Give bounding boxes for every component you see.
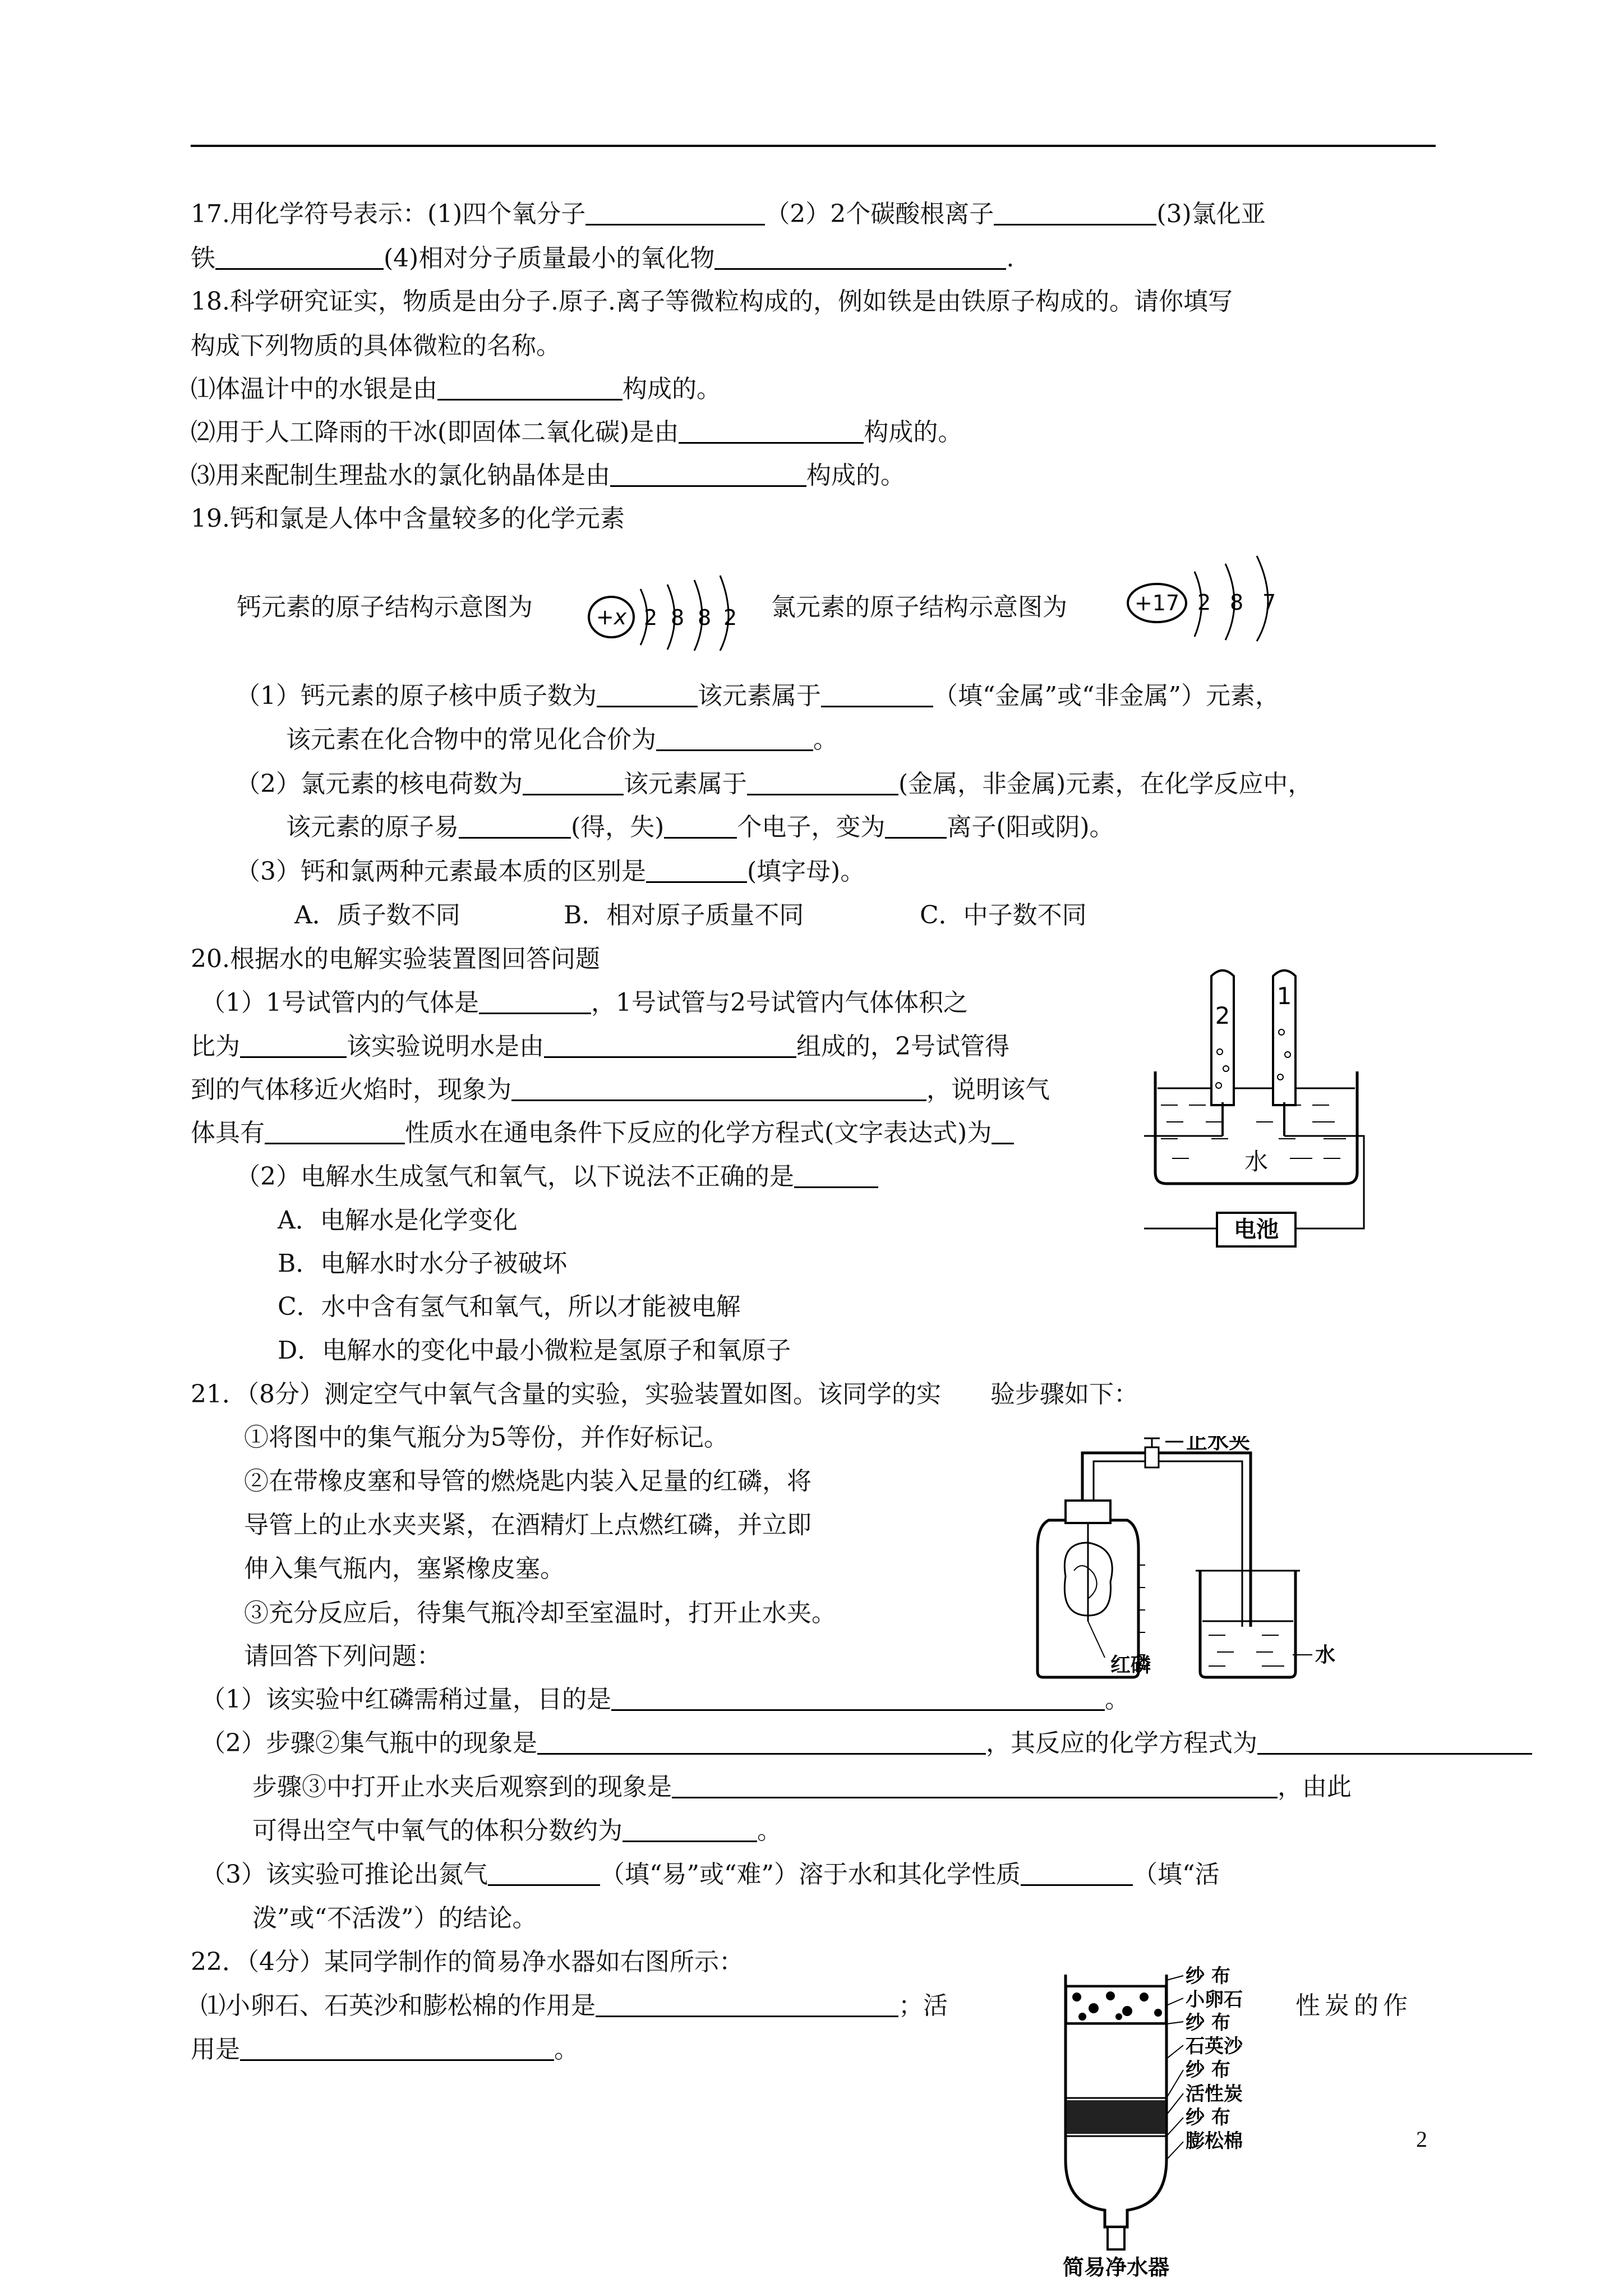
q21-text: （2）步骤②集气瓶中的现象是 bbox=[201, 1729, 537, 1757]
q18-line2: 构成下列物质的具体微粒的名称。 bbox=[191, 332, 561, 360]
q21-answer2-line1 bbox=[201, 1728, 1532, 1759]
answer-blank[interactable] bbox=[679, 417, 864, 444]
q18-line1: 18.科学研究证实，物质是由分子.原子.离子等微粒构成的，例如铁是由铁原子构成的。请你填写 bbox=[191, 287, 1233, 316]
water-purifier-diagram bbox=[1054, 1963, 1279, 2280]
answer-blank[interactable] bbox=[1257, 1728, 1532, 1755]
q18-text: 构成的。 bbox=[623, 375, 721, 403]
tube-1-label: 1 bbox=[1276, 982, 1292, 1010]
q19-s1-line2 bbox=[286, 724, 838, 756]
answer-blank[interactable] bbox=[672, 1772, 1278, 1798]
q21-answer2-line2 bbox=[252, 1772, 1352, 1803]
answer-blank[interactable] bbox=[488, 1860, 600, 1886]
q20-line2 bbox=[191, 1031, 1009, 1062]
q20-text: 体具有 bbox=[191, 1119, 265, 1147]
label-gauze-1: 纱 布 bbox=[1186, 1965, 1230, 1987]
answer-blank[interactable] bbox=[459, 812, 571, 839]
q20-option-b[interactable]: B．电解水时水分子被破坏 bbox=[278, 1249, 568, 1278]
q21-text: 可得出空气中氧气的体积分数约为 bbox=[252, 1816, 623, 1845]
q21-answer2-line3 bbox=[252, 1815, 782, 1847]
q17-text: (3)氯化亚 bbox=[1156, 200, 1266, 228]
answer-blank[interactable] bbox=[821, 681, 933, 707]
answer-blank[interactable] bbox=[747, 769, 898, 795]
q20-text: （1）1号试管内的气体是 bbox=[201, 988, 479, 1017]
answer-blank[interactable] bbox=[479, 988, 591, 1014]
label-quartz-sand: 石英沙 bbox=[1186, 2035, 1243, 2058]
q21-text: （1）该实验中红磷需稍过量，目的是 bbox=[201, 1685, 611, 1714]
q20-option-a[interactable]: A．电解水是化学变化 bbox=[278, 1206, 518, 1235]
q20-text: 比为 bbox=[191, 1032, 240, 1061]
q18-text: 构成的。 bbox=[806, 461, 905, 490]
q19-text: （1）钙元素的原子核中质子数为 bbox=[236, 682, 597, 710]
answer-blank[interactable] bbox=[215, 243, 384, 270]
q21-step2a: ②在带橡皮塞和导管的燃烧匙内装入足量的红磷，将 bbox=[244, 1467, 811, 1496]
q17-text: . bbox=[1006, 244, 1015, 273]
q20-line1 bbox=[201, 987, 968, 1019]
q21-step2b: 导管上的止水夹夹紧，在酒精灯上点燃红磷，并立即 bbox=[244, 1511, 811, 1539]
ca-shell-1: 2 bbox=[644, 605, 658, 630]
q20-text: ，说明该气 bbox=[926, 1075, 1050, 1104]
answer-blank[interactable] bbox=[992, 1118, 1014, 1144]
q20-text: 性质水在通电条件下反应的化学方程式(文字表达式)为 bbox=[405, 1119, 992, 1147]
answer-blank[interactable] bbox=[511, 1075, 926, 1101]
q22-text: 用是 bbox=[191, 2035, 240, 2064]
page-number: 2 bbox=[1416, 2127, 1427, 2152]
q20-line4 bbox=[191, 1117, 1014, 1149]
answer-blank[interactable] bbox=[544, 1032, 796, 1058]
q22-text: ⑴小卵石、石英沙和膨松棉的作用是 bbox=[201, 1991, 596, 2020]
answer-blank[interactable] bbox=[585, 199, 765, 226]
q19-text: (得，失) bbox=[571, 813, 665, 841]
q17-text: (4)相对分子质量最小的氧化物 bbox=[384, 244, 715, 273]
label-pebbles: 小卵石 bbox=[1186, 1989, 1243, 2011]
q19-text: 该元素的原子易 bbox=[286, 813, 459, 841]
answer-blank[interactable] bbox=[1021, 1860, 1133, 1886]
answer-blank[interactable] bbox=[994, 199, 1156, 226]
ca-shell-2: 8 bbox=[671, 605, 685, 630]
q22-line2 bbox=[191, 2034, 579, 2065]
battery-label: 电池 bbox=[1234, 1217, 1279, 1243]
q21-answer1 bbox=[201, 1684, 1129, 1715]
q19-text: 个电子，变为 bbox=[737, 813, 886, 841]
tube-2-label: 2 bbox=[1215, 1002, 1230, 1029]
answer-blank[interactable] bbox=[794, 1162, 878, 1188]
phosphorus-label: 红磷 bbox=[1110, 1654, 1151, 1677]
q19-text: （填“金属”或“非金属”）元素， bbox=[933, 682, 1280, 710]
chlorine-atom-diagram bbox=[1124, 547, 1293, 645]
answer-blank[interactable] bbox=[714, 243, 1006, 270]
q20-text: 组成的，2号试管得 bbox=[796, 1032, 1009, 1061]
header-rule bbox=[191, 145, 1436, 147]
q20-text: ，1号试管与2号试管内气体体积之 bbox=[591, 988, 968, 1017]
q21-text: 。 bbox=[757, 1816, 782, 1845]
q17-text: 17.用化学符号表示：(1)四个氧分子 bbox=[191, 200, 586, 228]
answer-blank[interactable] bbox=[623, 1816, 757, 1842]
q21-text: ，其反应的化学方程式为 bbox=[986, 1729, 1257, 1757]
q21-ask: 请回答下列问题： bbox=[244, 1642, 441, 1671]
oxygen-content-apparatus bbox=[1015, 1436, 1340, 1696]
answer-blank[interactable] bbox=[656, 725, 813, 751]
cl-shell-2: 8 bbox=[1230, 590, 1244, 615]
q21-text: 步骤③中打开止水夹后观察到的现象是 bbox=[252, 1773, 672, 1801]
calcium-atom-diagram bbox=[583, 567, 740, 653]
label-cotton: 膨松棉 bbox=[1186, 2130, 1243, 2152]
purifier-caption: 简易净水器 bbox=[1062, 2255, 1170, 2277]
q19-text: (填字母)。 bbox=[747, 857, 865, 886]
q19-s2-line2 bbox=[286, 812, 1114, 843]
q17-line2 bbox=[191, 243, 1014, 274]
answer-blank[interactable] bbox=[437, 374, 623, 401]
electrolysis-diagram bbox=[1144, 965, 1368, 1270]
clamp-label: 止水夹 bbox=[1186, 1436, 1251, 1453]
ca-shell-3: 8 bbox=[698, 605, 712, 630]
q21-step3: ③充分反应后，待集气瓶冷却至室温时，打开止水夹。 bbox=[244, 1599, 836, 1627]
q22-text: ；活 bbox=[898, 1991, 948, 2020]
q21-text: 。 bbox=[1105, 1685, 1129, 1714]
q19-option-a[interactable]: A．质子数不同 bbox=[294, 901, 460, 930]
q21-step2c: 伸入集气瓶内，塞紧橡皮塞。 bbox=[244, 1554, 565, 1583]
q19-ca-label: 钙元素的原子结构示意图为 bbox=[237, 593, 533, 622]
answer-blank[interactable] bbox=[265, 1118, 405, 1144]
q18-text: 构成的。 bbox=[864, 418, 963, 447]
q18-part1 bbox=[191, 374, 721, 405]
q19-text: 该元素属于 bbox=[698, 682, 821, 710]
ca-shell-4: 2 bbox=[723, 605, 737, 630]
q20-text: （2）电解水生成氢气和氧气，以下说法不正确的是 bbox=[236, 1162, 794, 1191]
q19-option-c[interactable]: C．中子数不同 bbox=[920, 901, 1087, 930]
q22-title: 22．（4分）某同学制作的简易净水器如右图所示： bbox=[191, 1948, 744, 1976]
q19-text: (金属，非金属)元素，在化学反应中， bbox=[898, 770, 1313, 798]
answer-blank[interactable] bbox=[240, 2035, 554, 2061]
q19-text: 该元素在化合物中的常见化合价为 bbox=[286, 725, 656, 754]
label-activated-carbon: 活性炭 bbox=[1186, 2083, 1243, 2105]
q17-text: （2）2个碳酸根离子 bbox=[765, 200, 994, 228]
q20-line3 bbox=[191, 1074, 1050, 1106]
q19-text: 离子(阳或阴)。 bbox=[947, 813, 1114, 841]
q21-answer3-line1 bbox=[201, 1859, 1219, 1890]
q19-option-b[interactable]: B．相对原子质量不同 bbox=[564, 901, 804, 930]
answer-blank[interactable] bbox=[523, 769, 624, 795]
q22-text: 。 bbox=[554, 2035, 579, 2064]
q20-line5 bbox=[236, 1161, 878, 1193]
water-label: 水 bbox=[1244, 1148, 1269, 1175]
ca-nucleus-label: +x bbox=[596, 605, 627, 629]
q19-cl-label: 氯元素的原子结构示意图为 bbox=[771, 593, 1067, 622]
answer-blank[interactable] bbox=[610, 461, 806, 487]
answer-blank[interactable] bbox=[240, 1032, 347, 1058]
q21-title: 21．（8分）测定空气中氧气含量的实验，实验装置如图。该同学的实 验步骤如下： bbox=[191, 1380, 1138, 1409]
answer-blank[interactable] bbox=[646, 857, 747, 883]
q18-part2 bbox=[191, 417, 962, 448]
q21-text: （填“易”或“难”）溶于水和其化学性质 bbox=[600, 1860, 1021, 1889]
q21-text: ，由此 bbox=[1278, 1773, 1352, 1801]
q19-text: （2）氯元素的核电荷数为 bbox=[236, 770, 523, 798]
q20-option-d[interactable]: D．电解水的变化中最小微粒是氢原子和氧原子 bbox=[278, 1336, 791, 1365]
answer-blank[interactable] bbox=[596, 1991, 898, 2017]
q19-text: 该元素属于 bbox=[624, 770, 747, 798]
label-gauze-3: 纱 布 bbox=[1186, 2059, 1230, 2081]
q19-text: 。 bbox=[813, 725, 838, 754]
q21-text: （填“活 bbox=[1132, 1860, 1220, 1889]
label-gauze-4: 纱 布 bbox=[1186, 2106, 1230, 2129]
q21-step1: ①将图中的集气瓶分为5等份，并作好标记。 bbox=[244, 1423, 728, 1452]
q18-text: ⑴体温计中的水银是由 bbox=[191, 375, 437, 403]
cl-shell-3: 7 bbox=[1262, 590, 1276, 615]
q19-s2-line1 bbox=[236, 769, 1312, 800]
q19-title: 19.钙和氯是人体中含量较多的化学元素 bbox=[191, 504, 625, 533]
q20-text: 该实验说明水是由 bbox=[347, 1032, 544, 1061]
q19-text: （3）钙和氯两种元素最本质的区别是 bbox=[236, 857, 646, 886]
cl-nucleus-label: +17 bbox=[1134, 591, 1180, 615]
q20-option-c[interactable]: C．水中含有氢气和氧气，所以才能被电解 bbox=[278, 1292, 741, 1321]
cl-shell-1: 2 bbox=[1197, 590, 1211, 615]
q22-line1 bbox=[201, 1990, 948, 2022]
beaker-water-label: 水 bbox=[1315, 1644, 1336, 1667]
q19-s3 bbox=[236, 856, 865, 887]
q17-text: 铁 bbox=[191, 244, 215, 273]
q22-line1-cont: 性炭的作 bbox=[1295, 1991, 1412, 2020]
q20-title: 20.根据水的电解实验装置图回答问题 bbox=[191, 945, 600, 973]
q18-part3 bbox=[191, 460, 905, 491]
q19-s1-line1 bbox=[236, 680, 1280, 712]
q21-answer3-line2: 泼”或“不活泼”）的结论。 bbox=[252, 1904, 537, 1932]
answer-blank[interactable] bbox=[537, 1728, 986, 1755]
answer-blank[interactable] bbox=[597, 681, 698, 707]
q21-text: （3）该实验可推论出氮气 bbox=[201, 1860, 488, 1889]
q18-text: ⑵用于人工降雨的干冰(即固体二氧化碳)是由 bbox=[191, 418, 679, 447]
answer-blank[interactable] bbox=[664, 812, 737, 839]
label-gauze-2: 纱 布 bbox=[1186, 2012, 1230, 2034]
answer-blank[interactable] bbox=[885, 812, 947, 839]
q17-line1 bbox=[191, 199, 1266, 230]
q20-text: 到的气体移近火焰时，现象为 bbox=[191, 1075, 511, 1104]
q18-text: ⑶用来配制生理盐水的氯化钠晶体是由 bbox=[191, 461, 610, 490]
